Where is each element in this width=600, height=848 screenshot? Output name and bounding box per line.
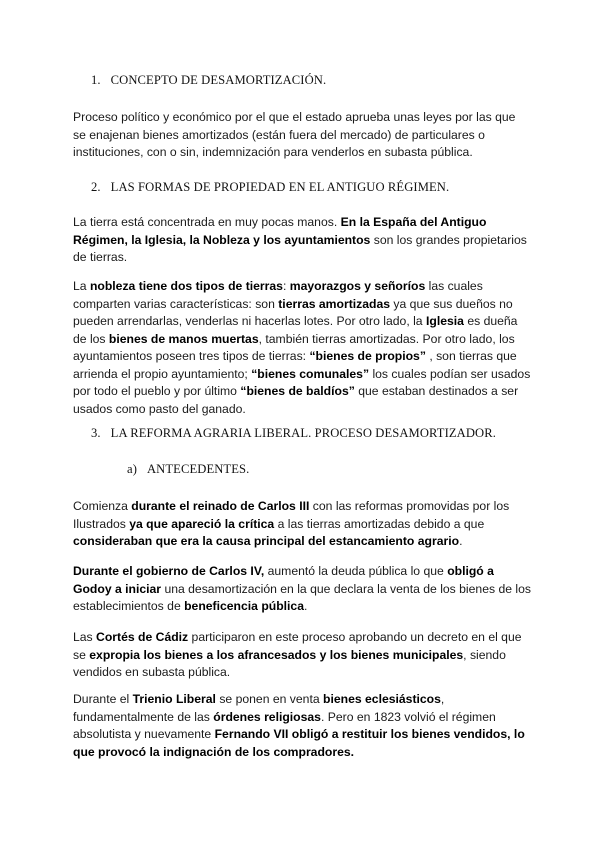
text-run: ayuntamientos poseen tres tipos de tierras: [73,349,307,363]
bold-run: que provocó la indignación de los compradores. [73,744,355,759]
bold-run: tierras amortizadas [278,296,391,311]
bold-run: Régimen, la Iglesia, la Nobleza y los ayuntamientos [73,232,371,247]
text-run: . [304,599,308,613]
text-line [73,214,531,232]
heading-formas-propiedad [91,180,449,195]
paragraph-carlos-iv [73,563,531,616]
text-run: los cuales podían ser usados [372,366,531,381]
text-line [73,744,531,762]
text-line [73,383,531,401]
text-line [73,533,531,551]
heading-text: ANTECEDENTES. [146,462,250,476]
text-line [73,348,531,366]
text-run: aumentó la deuda pública lo que [267,564,444,578]
heading-number: 3. [91,426,101,440]
text-run: se [73,647,86,662]
text-line: instituciones, con o sin, indemnización para venderlos en subasta pública. [73,145,473,159]
bold-run: Durante el gobierno de Carlos IV, [73,564,265,578]
bold-run: Trienio Liberal [132,692,216,706]
text-line [73,709,531,727]
text-line [73,691,531,709]
heading-reforma-agraria [91,426,496,441]
text-line [73,331,531,349]
bold-run: durante el reinado de Carlos III [131,499,310,513]
bold-run: mayorazgos y señoríos [289,279,426,293]
text-run: pueden arrendarlas, venderlas ni hacerlas lotes. Por otro lado, la [73,314,423,328]
text-line: de tierras. [73,250,128,264]
bold-run: obligó a [447,564,494,578]
bold-run: beneficencia pública [184,599,304,613]
subheading-antecedentes [127,462,249,477]
bold-run: órdenes religiosas [213,709,321,724]
text-line: Proceso político y económico por el que el estado aprueba unas leyes por las que [73,110,516,124]
text-run: son los grandes propietarios [373,232,527,247]
bold-run: bienes eclesiásticos [323,692,441,706]
bold-run: “bienes de propios” [309,349,426,363]
heading-text: LA REFORMA AGRARIA LIBERAL. PROCESO DESAMORTIZADOR. [110,426,497,440]
text-line [73,647,531,665]
text-run: , son tierras que [429,349,517,363]
text-run: participaron en este proceso aprobando un decreto en el que [191,630,522,644]
heading-number: a) [127,462,137,476]
text-run: ya que sus dueños no [393,296,513,311]
bold-run: Godoy a iniciar [73,581,162,596]
paragraph-cortes-cadiz [73,629,531,682]
text-line: vendidos en subasta pública. [73,665,231,679]
text-line: se enajenan bienes amortizados (están fuera del mercado) de particulares o [73,127,485,142]
text-run: . Pero en 1823 volvió el régimen [320,709,496,724]
heading-number: 2. [91,180,101,194]
text-run: Comienza [73,499,128,513]
text-line [73,629,531,647]
text-line [73,366,531,384]
text-run: , [440,692,445,706]
text-line [73,232,531,250]
text-run: Durante el [73,692,130,706]
text-line [73,516,531,534]
text-run: que estaban destinados a ser [358,384,519,398]
text-run: con las reformas promovidas por los [312,499,510,513]
text-line [73,581,531,599]
bold-run: “bienes comunales” [251,366,370,381]
bold-run: Iglesia [425,314,464,328]
text-run: por todo el pueblo y por último [73,384,237,398]
bold-run: “bienes de baldíos” [240,384,355,398]
bold-run: nobleza tiene dos tipos de tierras [89,279,283,293]
text-line [73,598,531,616]
text-run: La tierra está concentrada en muy pocas manos. [73,215,338,229]
text-run: comparten varias características: son [73,296,275,311]
text-line [73,278,531,296]
text-run: Las [73,630,93,644]
paragraph-trienio-liberal [73,691,531,761]
bold-run: Cortés de Cádiz [96,630,189,644]
paragraph-carlos-iii [73,498,531,551]
heading-text: LAS FORMAS DE PROPIEDAD EN EL ANTIGUO RÉGIMEN. [110,180,450,194]
bold-run: ya que apareció la crítica [129,516,275,531]
text-run: fundamentalmente de las [73,709,210,724]
text-line [73,296,531,314]
paragraph-tipos-tierras [73,278,531,418]
text-run: absolutista y nuevamente [73,727,212,741]
heading-concepto [91,73,326,88]
text-run: La [73,279,87,293]
bold-run: Fernando VII obligó a restituir los bienes vendidos, lo [214,727,525,741]
text-run: , siendo [463,647,506,662]
text-line [73,313,531,331]
bold-run: En la España del Antiguo [340,215,487,229]
text-run: a las tierras amortizadas debido a que [277,516,485,531]
text-run: de los [73,331,106,346]
bold-run: expropia los bienes a los afrancesados y los bienes municipales [89,647,464,662]
bold-run: bienes de manos muertas [108,331,259,346]
text-run: , también tierras amortizadas. Por otro lado, los [258,331,515,346]
text-run: se ponen en venta [219,692,320,706]
text-run: : [282,279,287,293]
heading-number: 1. [91,73,101,87]
text-run: las cuales [428,279,483,293]
text-run: una desamortización en la que declara la venta de los bienes de los [164,581,531,596]
text-line: usados como pasto del ganado. [73,401,246,416]
text-run: . [459,534,463,548]
text-run: establecimientos de [73,599,181,613]
text-line [73,563,531,581]
text-run: arrienda el propio ayuntamiento; [73,366,248,381]
bold-run: consideraban que era la causa principal del estancamiento agrario [73,534,460,548]
text-line [73,726,531,744]
text-run: Ilustrados [73,516,126,531]
text-run: es dueña [467,314,518,328]
paragraph-concentracion [73,214,531,267]
text-line [73,498,531,516]
heading-text: CONCEPTO DE DESAMORTIZACIÓN. [110,73,327,87]
paragraph-definicion [73,109,531,162]
